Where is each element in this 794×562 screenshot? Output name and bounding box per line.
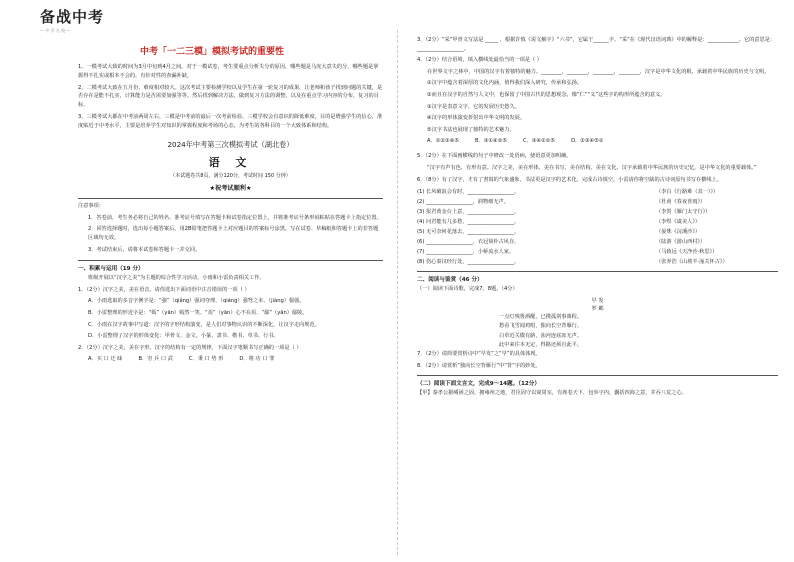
q4-line-3: ③汉字是表意文字，它的发展历史悠久。 [427, 103, 520, 110]
poem-fill-6: (6) __________________，衣冠简朴古风存。 （陆游《游山西村》） [417, 239, 706, 246]
exam-title: 2024年中考第三次模拟考试（湖北卷） [167, 140, 294, 150]
notice-item-2: 2．回答选择题时，选出每小题答案后，用2B铅笔把答题卡上对应题目的答案标号涂黑。写在试卷、草稿纸和答题卡上的非答题区域均无效。 [88, 226, 379, 241]
question-4: 4．（2分）结合语境，填入横线处最恰当的一项是（ ） [417, 57, 542, 64]
q2-option-a: A．买 口 迂 味 [88, 356, 123, 363]
q4-line-2: ②而且在汉字的自然与人文中，也保留了中国古代的思想观念，像“仁”“义”这些字的构形所蕴含的意义。 [427, 91, 666, 98]
q4-line-1: ①汉字中蕴含着深厚的文化内涵，值得我们深入研究，传承和弘扬。 [427, 80, 583, 87]
q1-option-a: A．小雨选取的多音字例字是：“强”（qiǎng）强词夺理、（qiáng）强弩之末、（jiàng）倔强。 [88, 298, 305, 305]
classical-passage: 【甲】秦孝公据崤函之固，拥雍州之地，君臣固守以窥周室，有席卷天下，包举宇内，囊括四海之意，并吞八荒之心。 [417, 389, 687, 396]
poem-fill-2: (2) __________________，润物细无声。 （杜甫《春夜喜雨》） [417, 199, 706, 206]
q1-option-b: B．小雷整理的形近字是：“嫣”（yān）嫣然一笑、“焉”（yān）心不在焉、“鄢”（yān）鄢陵。 [88, 309, 308, 316]
part2-subtitle-2: （二）阅读下面文言文，完成9～14题。（12分） [417, 375, 778, 387]
q4-option-b: B．③①④②⑤ [475, 138, 507, 145]
q5-passage: “汉字有声有色，有形有意。汉字之美，美在形体，美在书写，美在结构，美在文化。汉字承载着中华民族的历史记忆，是中华文化的重要载体。” [427, 164, 757, 171]
question-6: 6．（8分）有了汉字，才有了書寫的气象盛象，书法更是汉字的艺术化，完成古诗填空。小雷请你将空缺的古诗词原句书写在横线上。 [417, 176, 722, 183]
poem-line-3: 白草近关微有路，浊河连底冻无声。 [499, 332, 583, 339]
poem-line-1: 一点灯残鲁酒醒，已携孤剑事离程。 [499, 313, 583, 320]
notice-item-3: 3．考试结束后，请将本试卷和答题卡一并交回。 [88, 246, 201, 253]
q4-line-5: ⑤汉字书法也展现了独特的艺术魅力。 [427, 126, 515, 133]
q4-option-d: D．②③④⑤① [571, 138, 604, 145]
q4-line-4: ④汉字的形体演变折射出中华文明的发展。 [427, 115, 526, 122]
intro-item-3: 3、三模考试大都在中考前两周左右，三模是中考前的最后一次考前检验。三模学校会有意识的降低难度，目的是增强学生的信心，准度贴近于中考水平，主要是培养学生对知识的掌握程度和考场的心态，为考生的各科目的一个大致体系和结构。 [78, 113, 383, 129]
logo-subtitle: — 中 学 名 校 — [40, 28, 71, 33]
poem-line-2: 愁看飞雪闻鸡唱，独向长空背雁行。 [499, 323, 583, 330]
q1-option-c: C．小雨在汉字故事中写道：汉字的字形结构演变，是人们对事物认识的不断深化，让汉字走向规范。 [88, 321, 320, 328]
q2-option-d: D．将 功 口 罪 [239, 356, 275, 363]
q4-options [417, 137, 778, 144]
exam-wish: ★祝考试顺利★ [209, 185, 252, 193]
exam-meta: （本试题卷共8页，满分120分，考试时间 150 分钟） [170, 173, 291, 180]
part1-lead: 班级开展以“汉字之美”为主题的综合性学习活动，小雨和小雷负责相关工作。 [88, 275, 265, 282]
question-8: 8．（2分）请赏析“独向长空背雁行”中“背”字的妙处。 [417, 362, 541, 369]
part1-title: 一、积累与运用（19 分） [78, 266, 144, 273]
exam-subject: 语 文 [208, 156, 253, 170]
part2-subtitle: （一）阅读下面诗歌，完成7、8题。（4分） [417, 286, 518, 293]
poem-title: 早 发 [591, 297, 604, 304]
poem-fill-4: (4) 问君能有几多愁，__________________。 （李煜《虞美人》） [417, 219, 701, 226]
right-column [397, 0, 794, 562]
question-7: 7．（2分）请简要赏析诗中“早发”之“早”的具体体现。 [417, 351, 541, 358]
q1-option-d: D．小雷整理了汉字的形体变化：甲骨文、金文、小篆、隶书、楷书、草书、行书。 [88, 333, 279, 340]
question-3: 3．（2分）“采”甲骨文写法是 _____ ，根据许慎《说文解字》“六书”，它属于______字。“采”在《现代汉语词典》中的解释是：____________。它的意思是：__________________。 [417, 37, 776, 52]
notice-item-1: 1．答卷前，考生务必将自己的姓名、准考证号填写在答题卡和试卷指定位置上，并将准考证号条形码粘贴在答题卡上指定位置。 [88, 214, 382, 221]
poem-fill-3: (3) 报君黄金台上意，__________________。 （李贺《雁门太守行》） [417, 209, 711, 216]
intro-item-2: 2、二模考试大致在五月份，难度相对较大。这次考试主要检测学校以及学生在第一轮复习的成果，让老师和孩子找到问题的关键，是否存在是能不扎实，计算能力是否需要加强等等。然后找到解决方法，做到复习方法的调整，以及在重点学习内容的分布，复习的目标。 [78, 84, 383, 108]
poem-fill-5: (5) 无可奈何花落去，__________________。 （晏殊《浣溪沙》） [417, 229, 701, 236]
notice-title: 注意事项： [78, 203, 104, 210]
q2-options [78, 355, 383, 362]
poem-fill-7: (7) __________________，小桥流水人家。 （马致远《天净沙·秋思》） [417, 249, 718, 256]
q4-passage: 在世界文字之林中，中国的汉字有着独特的魅力。________，________，________，________，汉字是中华文化的根，承载着中华民族的历史与文明。 [427, 68, 770, 75]
q2-option-c: C．秉 口 势 形 [188, 356, 224, 363]
part2-title: 二、阅读与鉴赏（46 分） [417, 271, 778, 283]
q2-option-b: B．穷 兵 口 武 [138, 356, 173, 363]
poem-fill-1: (1) 长风破浪会有时，__________________。 （李白《行路难（其一）》） [417, 189, 719, 196]
logo-text: 备战中考 [40, 8, 105, 26]
q4-option-c: C．③④②①⑤ [523, 138, 556, 145]
poem-body [417, 313, 778, 351]
notice-rule [78, 198, 383, 199]
intro-item-1: 1、一模考试大致的时间为3月中旬到4月之间。对于一模试卷，考生要重点分析失分的原因，哪些题是马虎大意失的分，哪些题是掌握得不扎实或根本不会的，有针对性的查漏补缺。 [78, 64, 379, 79]
q4-option-a: A．①②③④⑤ [427, 138, 459, 145]
poem-author: 罗 邺 [591, 305, 604, 312]
question-1: 1．（2分）汉字之美，美在语音。请你选出下面词语中注音错误的一项（ ） [78, 286, 250, 293]
question-2: 2．（2分）汉字之美，美在字形。汉字的结构有一定的规律，下面汉字笔顺书写正确的一项是（ ） [78, 344, 302, 351]
poem-line-4: 此中来往本无定，得路还须自此平。 [499, 341, 583, 348]
section-rule [78, 260, 383, 261]
question-5: 5．（2分）在下面画横线的句子中修改一处语病，使语意更加明确。 [417, 153, 572, 160]
poem-fill-8: (8) 伤心秦汉经行处，__________________。 （张养浩《山坡羊·潼关怀古》） [417, 259, 728, 266]
banner-title: 中考「一二三模」模拟考试的重要性 [140, 47, 285, 57]
